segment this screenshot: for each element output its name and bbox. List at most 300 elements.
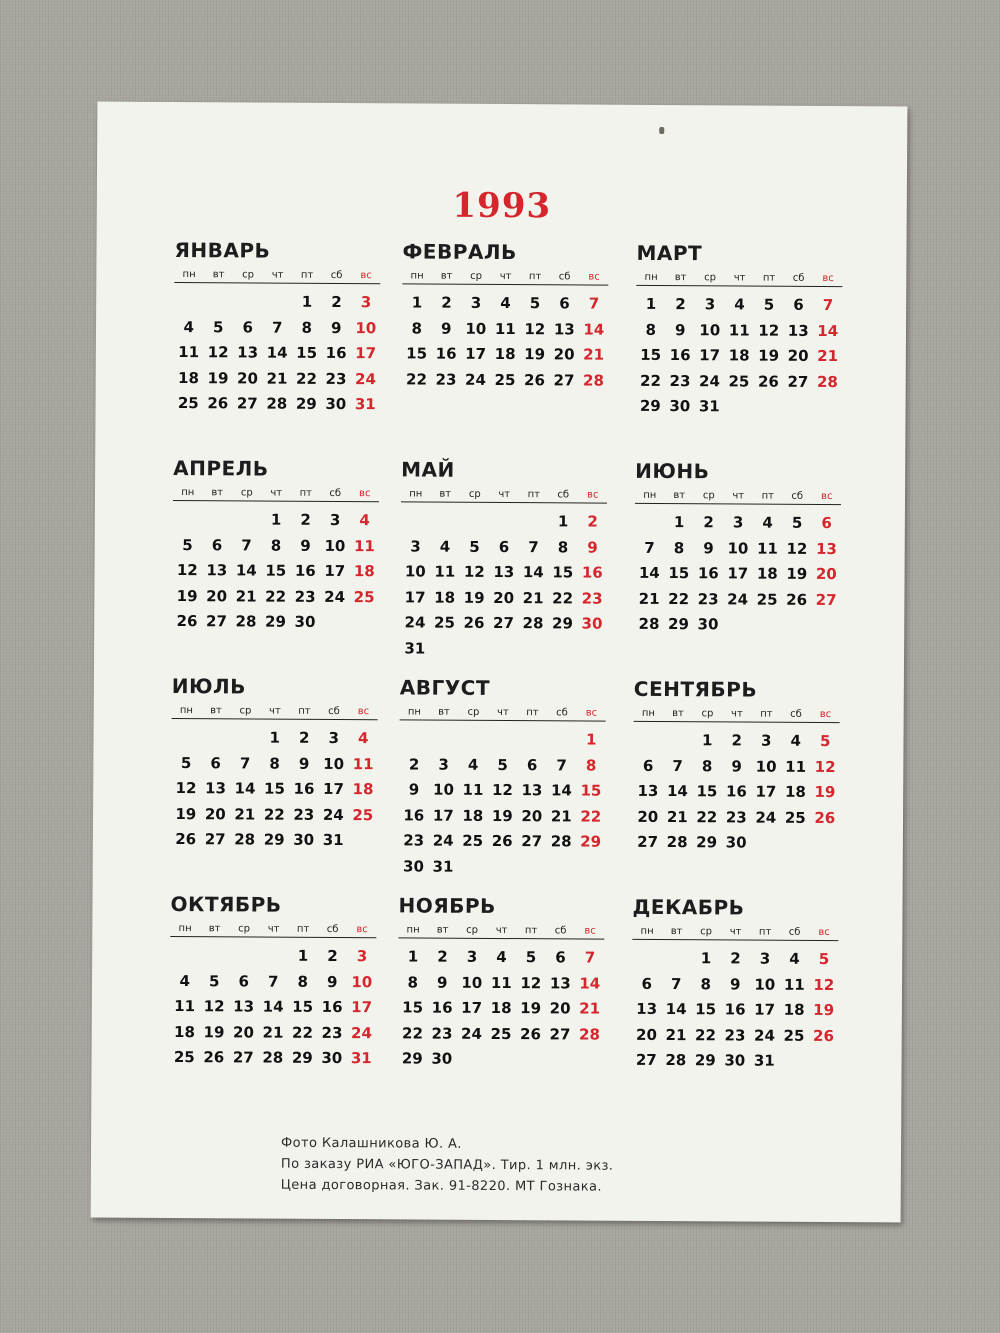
day-cell: 18 <box>494 344 516 364</box>
day-cell: 5 <box>497 755 508 774</box>
empty-cell <box>519 509 549 535</box>
weekday-label: чт <box>498 488 511 501</box>
day-cell: 17 <box>461 998 483 1017</box>
day-cell: 14 <box>638 563 660 582</box>
weekday-header <box>401 483 607 503</box>
weekday-label: сб <box>556 707 568 719</box>
day-cell: 30 <box>431 1049 453 1068</box>
weekday-label: вс <box>587 489 599 501</box>
day-cell-sunday: 3 <box>356 947 368 966</box>
day-cell: 30 <box>697 615 719 634</box>
day-cell: 24 <box>698 371 720 390</box>
day-cell: 10 <box>404 562 426 581</box>
empty-cell <box>399 726 429 752</box>
day-cell: 23 <box>435 370 457 389</box>
day-cell: 18 <box>756 564 778 583</box>
day-cell: 2 <box>703 513 714 532</box>
weekday-label: пн <box>641 707 656 719</box>
day-cell: 6 <box>498 537 510 556</box>
day-cell: 24 <box>432 831 454 850</box>
weekday-header <box>402 265 608 285</box>
weekday-label: чт <box>499 270 512 283</box>
day-cell: 23 <box>321 1023 343 1042</box>
day-cell: 10 <box>461 973 483 992</box>
day-cell: 16 <box>321 997 343 1017</box>
month-name: ЯНВАРЬ <box>174 238 271 263</box>
day-cell: 25 <box>783 1026 805 1045</box>
day-cell: 25 <box>756 590 778 609</box>
day-cell: 23 <box>724 1025 746 1045</box>
day-cell: 26 <box>519 1024 541 1043</box>
month-name: ИЮНЬ <box>635 458 710 484</box>
day-cell: 15 <box>552 563 574 582</box>
day-cell: 21 <box>262 1023 284 1042</box>
day-cell: 27 <box>206 612 227 631</box>
day-cell: 22 <box>668 589 690 608</box>
day-cell: 10 <box>699 320 721 339</box>
day-cell: 6 <box>211 535 223 554</box>
weekday-label: чт <box>267 923 280 935</box>
day-cell: 4 <box>790 731 802 750</box>
paper-speck <box>659 127 664 134</box>
empty-cell <box>632 946 662 972</box>
day-cell: 5 <box>180 753 192 772</box>
day-cell: 26 <box>463 613 485 632</box>
day-cell: 15 <box>668 564 690 583</box>
empty-cell <box>633 728 663 754</box>
day-cell-sunday: 18 <box>352 780 374 799</box>
weekday-label: чт <box>495 924 508 937</box>
weekday-header <box>398 919 604 939</box>
month-block <box>172 456 395 675</box>
day-cell: 1 <box>557 512 569 531</box>
empty-cell <box>662 946 692 972</box>
day-cell-sunday: 11 <box>353 536 375 555</box>
day-cell: 7 <box>239 753 251 772</box>
day-cell-sunday: 3 <box>360 293 372 312</box>
day-cell: 1 <box>297 946 309 965</box>
empty-cell <box>663 728 693 754</box>
empty-cell <box>460 509 490 535</box>
day-cell: 21 <box>638 589 660 608</box>
weekday-label: вс <box>585 707 598 719</box>
day-cell: 2 <box>441 293 452 312</box>
empty-cell <box>489 509 519 535</box>
day-cell: 11 <box>490 973 512 992</box>
day-cell: 1 <box>411 293 423 312</box>
weekday-label: вт <box>673 490 686 502</box>
weekday-label: сб <box>328 705 340 718</box>
day-cell-sunday: 5 <box>818 949 830 969</box>
day-cell: 24 <box>755 808 777 827</box>
weekday-label: пн <box>644 271 658 283</box>
day-cell: 25 <box>784 808 806 827</box>
day-cell: 12 <box>203 997 225 1016</box>
footer-line-photo: Фото Калашникова Ю. А. <box>281 1135 462 1152</box>
weekday-label: вс <box>819 708 832 721</box>
day-cell: 7 <box>671 974 682 993</box>
day-cell: 6 <box>559 294 570 313</box>
weekday-label: вт <box>674 272 687 284</box>
day-cell: 19 <box>207 368 229 387</box>
empty-cell <box>430 509 460 535</box>
month-block <box>173 238 396 457</box>
weekday-label: пт <box>762 272 776 284</box>
day-cell: 24 <box>460 1024 482 1043</box>
weekday-label: вт <box>210 705 222 717</box>
weekday-label: сб <box>792 272 805 284</box>
day-cell: 1 <box>645 294 657 313</box>
day-cell: 6 <box>793 295 804 314</box>
day-cell: 19 <box>758 346 780 365</box>
day-cell: 27 <box>492 613 514 633</box>
weekday-label: вт <box>670 926 683 938</box>
empty-cell <box>259 944 289 970</box>
weekday-label: пт <box>758 926 772 938</box>
empty-cell <box>173 507 203 533</box>
day-cell: 1 <box>407 947 419 966</box>
empty-cell <box>202 507 232 533</box>
day-cell-sunday: 26 <box>812 1026 834 1045</box>
day-cell: 8 <box>701 756 713 775</box>
day-cell: 10 <box>324 536 346 555</box>
weekday-label: ср <box>239 705 252 717</box>
weekday-label: чт <box>733 272 746 284</box>
days-grid <box>172 507 379 636</box>
day-cell-sunday: 17 <box>351 998 373 1017</box>
day-cell-sunday: 28 <box>816 372 838 391</box>
weekday-label: пт <box>298 705 311 717</box>
day-cell: 17 <box>404 587 426 607</box>
day-cell-sunday: 19 <box>813 1000 835 1020</box>
day-cell: 7 <box>268 972 279 991</box>
day-cell: 15 <box>263 779 285 798</box>
day-cell: 20 <box>236 368 258 388</box>
day-cell: 23 <box>294 587 316 606</box>
day-cell: 29 <box>265 612 286 631</box>
weekday-header <box>170 918 376 938</box>
month-block <box>400 457 629 676</box>
day-cell: 2 <box>408 754 420 774</box>
weekday-label: сб <box>788 926 801 938</box>
day-cell-sunday: 9 <box>587 538 598 557</box>
day-cell: 21 <box>235 586 257 606</box>
day-cell: 22 <box>639 371 661 390</box>
day-cell: 23 <box>325 369 347 388</box>
days-grid <box>400 508 607 662</box>
day-cell-sunday: 25 <box>353 587 375 606</box>
month-block <box>171 674 394 893</box>
day-cell: 27 <box>635 1050 657 1069</box>
day-cell: 9 <box>730 974 741 993</box>
day-cell: 11 <box>434 562 456 581</box>
day-cell: 11 <box>178 343 200 362</box>
day-cell: 7 <box>644 538 655 557</box>
day-cell: 23 <box>403 831 425 850</box>
day-cell: 24 <box>753 1026 775 1045</box>
day-cell: 12 <box>463 562 485 581</box>
day-cell: 30 <box>325 394 347 414</box>
day-cell: 5 <box>529 294 541 313</box>
weekday-label: сб <box>554 925 567 937</box>
weekday-label: пт <box>527 489 540 501</box>
day-cell: 22 <box>696 807 718 826</box>
footer-line-order: По заказу РИА «ЮГО-ЗАПАД». Тир. 1 млн. экз. <box>280 1156 614 1174</box>
weekday-label: пн <box>406 924 420 936</box>
day-cell: 22 <box>552 588 574 607</box>
weekday-label: ср <box>242 269 255 281</box>
day-cell: 29 <box>551 614 573 633</box>
day-cell: 13 <box>493 562 515 582</box>
day-cell: 14 <box>665 1000 687 1019</box>
empty-cell <box>401 508 431 534</box>
day-cell: 4 <box>789 949 800 968</box>
weekday-label: вт <box>440 270 453 282</box>
day-cell: 17 <box>432 806 454 825</box>
day-cell: 17 <box>727 564 749 583</box>
day-cell: 21 <box>522 588 544 607</box>
day-cell: 8 <box>407 972 419 992</box>
day-cell: 21 <box>234 804 256 824</box>
day-cell: 16 <box>325 343 347 363</box>
day-cell: 23 <box>669 371 691 390</box>
day-cell-sunday: 17 <box>355 344 377 363</box>
day-cell: 29 <box>667 615 689 634</box>
day-cell: 7 <box>672 756 683 775</box>
weekday-label: ср <box>700 926 713 938</box>
day-cell: 19 <box>520 999 542 1018</box>
weekday-label: пн <box>640 925 654 937</box>
month-name: НОЯБРЬ <box>398 893 496 918</box>
day-cell: 17 <box>324 561 346 581</box>
day-cell: 4 <box>500 294 511 313</box>
day-cell: 11 <box>174 997 196 1016</box>
day-cell: 19 <box>524 345 546 364</box>
day-cell: 16 <box>293 779 315 798</box>
weekday-label: пн <box>178 923 192 935</box>
empty-cell <box>429 727 459 753</box>
day-cell: 29 <box>696 833 718 852</box>
weekday-label: вс <box>818 926 830 939</box>
day-cell-sunday: 7 <box>822 295 834 315</box>
day-cell-sunday: 21 <box>579 999 601 1018</box>
weekday-label: ср <box>468 488 481 500</box>
day-cell: 26 <box>175 830 197 849</box>
day-cell: 24 <box>727 589 749 609</box>
weekday-label: вс <box>821 490 833 503</box>
day-cell: 18 <box>728 346 750 365</box>
weekday-label: вс <box>356 924 368 936</box>
day-cell-sunday: 24 <box>354 369 376 388</box>
day-cell: 4 <box>179 971 191 990</box>
day-cell: 10 <box>755 757 777 776</box>
day-cell-sunday: 25 <box>352 805 374 824</box>
day-cell: 19 <box>203 1022 225 1041</box>
day-cell: 17 <box>699 346 721 365</box>
day-cell: 20 <box>787 346 809 365</box>
day-cell: 28 <box>665 1051 687 1070</box>
day-cell: 8 <box>411 318 423 338</box>
day-cell-sunday: 6 <box>821 513 832 533</box>
weekday-label: вс <box>359 488 371 500</box>
day-cell: 28 <box>234 830 256 849</box>
weekday-label: вт <box>672 708 684 720</box>
day-cell: 9 <box>731 756 742 775</box>
day-cell: 29 <box>291 1048 313 1067</box>
day-cell: 4 <box>762 513 773 532</box>
day-cell-sunday: 2 <box>587 512 598 531</box>
day-cell: 13 <box>237 343 259 362</box>
day-cell: 6 <box>555 948 566 967</box>
day-cell: 18 <box>783 1000 805 1019</box>
day-cell: 13 <box>787 321 809 340</box>
day-cell: 4 <box>183 317 195 336</box>
day-cell: 20 <box>521 806 543 825</box>
day-cell: 27 <box>553 370 575 389</box>
empty-cell <box>229 943 259 969</box>
day-cell: 22 <box>401 1023 423 1043</box>
day-cell: 4 <box>734 295 745 314</box>
day-cell: 22 <box>295 369 317 388</box>
day-cell: 2 <box>327 946 338 966</box>
day-cell: 23 <box>293 805 315 824</box>
weekday-label: вт <box>438 706 450 718</box>
empty-cell <box>201 725 231 751</box>
calendar-year: 1993 <box>452 185 552 227</box>
weekday-label: пн <box>410 270 424 282</box>
day-cell-sunday: 21 <box>817 346 839 366</box>
day-cell: 4 <box>467 755 479 774</box>
day-cell: 12 <box>786 539 808 558</box>
day-cell: 5 <box>182 535 193 554</box>
day-cell: 10 <box>465 319 487 338</box>
day-cell: 30 <box>321 1048 343 1068</box>
day-cell: 25 <box>490 1024 512 1043</box>
weekday-label: чт <box>270 487 283 499</box>
weekday-label: ср <box>467 706 480 718</box>
day-cell: 1 <box>700 949 712 968</box>
day-cell: 1 <box>270 510 282 529</box>
day-cell: 9 <box>300 536 311 555</box>
day-cell-sunday: 13 <box>815 539 837 558</box>
day-cell: 28 <box>262 1048 284 1067</box>
empty-cell <box>488 727 518 753</box>
day-cell: 26 <box>176 612 198 631</box>
weekday-label: пн <box>182 269 196 281</box>
day-cell-sunday: 28 <box>582 371 604 390</box>
day-cell: 26 <box>491 831 513 851</box>
day-cell: 30 <box>724 1051 746 1070</box>
day-cell: 21 <box>266 369 288 388</box>
day-cell: 13 <box>206 561 228 580</box>
days-grid <box>634 510 841 639</box>
day-cell: 28 <box>522 614 544 633</box>
day-cell: 18 <box>173 1022 195 1041</box>
day-cell: 3 <box>704 295 716 314</box>
weekday-header <box>634 703 840 723</box>
day-cell: 19 <box>176 586 198 605</box>
day-cell: 11 <box>783 975 805 994</box>
empty-cell <box>547 727 577 753</box>
day-cell: 11 <box>462 780 484 799</box>
month-name: СЕНТЯБРЬ <box>633 676 758 702</box>
day-cell: 19 <box>463 588 485 607</box>
weekday-label: ср <box>470 270 483 282</box>
day-cell: 18 <box>490 998 512 1018</box>
day-cell: 5 <box>791 513 803 532</box>
weekday-label: чт <box>731 708 743 720</box>
weekday-label: вс <box>584 925 596 937</box>
empty-cell <box>517 727 547 753</box>
day-cell-sunday: 10 <box>355 318 377 337</box>
weekday-label: чт <box>271 269 284 281</box>
day-cell: 11 <box>756 539 778 558</box>
day-cell: 2 <box>731 731 743 750</box>
day-cell: 20 <box>553 345 575 364</box>
day-cell: 27 <box>232 1048 254 1067</box>
day-cell: 6 <box>526 755 538 774</box>
day-cell-sunday: 26 <box>814 808 836 827</box>
day-cell-sunday: 12 <box>814 757 836 776</box>
day-cell: 9 <box>331 318 342 337</box>
day-cell: 5 <box>209 971 220 990</box>
weekday-label: чт <box>269 705 281 717</box>
day-cell: 25 <box>433 613 455 632</box>
empty-cell <box>635 510 665 536</box>
month-block <box>633 677 854 896</box>
weekday-label: сб <box>326 923 339 936</box>
day-cell: 12 <box>520 973 542 992</box>
day-cell: 9 <box>298 754 310 773</box>
day-cell: 17 <box>754 1000 776 1019</box>
day-cell: 3 <box>732 513 744 532</box>
day-cell: 15 <box>292 997 314 1016</box>
days-grid <box>171 725 378 854</box>
weekday-label: вт <box>436 924 449 936</box>
day-cell-sunday: 31 <box>350 1049 372 1068</box>
day-cell: 15 <box>406 344 428 363</box>
day-cell: 27 <box>637 832 659 851</box>
weekday-header <box>636 267 842 287</box>
day-cell: 13 <box>636 999 658 1018</box>
day-cell: 15 <box>696 782 718 801</box>
day-cell: 9 <box>437 973 448 992</box>
day-cell: 12 <box>207 343 229 362</box>
weekday-label: вт <box>208 923 221 935</box>
weekday-label: пт <box>526 707 539 719</box>
day-cell: 31 <box>698 397 720 416</box>
day-cell: 1 <box>673 513 685 532</box>
weekday-label: чт <box>729 926 742 938</box>
weekday-label: вт <box>211 487 224 499</box>
day-cell: 1 <box>301 292 313 311</box>
month-name: МАЙ <box>401 457 455 482</box>
day-cell: 6 <box>238 971 250 990</box>
day-cell: 24 <box>464 370 486 389</box>
day-cell: 23 <box>697 589 719 608</box>
day-cell-sunday: 16 <box>581 563 603 582</box>
day-cell: 5 <box>213 317 224 336</box>
day-cell: 15 <box>695 1000 717 1019</box>
day-cell: 16 <box>431 998 453 1017</box>
day-cell-sunday: 22 <box>580 807 602 826</box>
weekday-label: сб <box>558 271 571 283</box>
day-cell: 30 <box>403 856 424 876</box>
day-cell: 3 <box>466 947 478 966</box>
day-cell: 9 <box>408 780 420 799</box>
day-cell: 2 <box>675 295 686 314</box>
day-cell: 21 <box>665 1025 687 1044</box>
